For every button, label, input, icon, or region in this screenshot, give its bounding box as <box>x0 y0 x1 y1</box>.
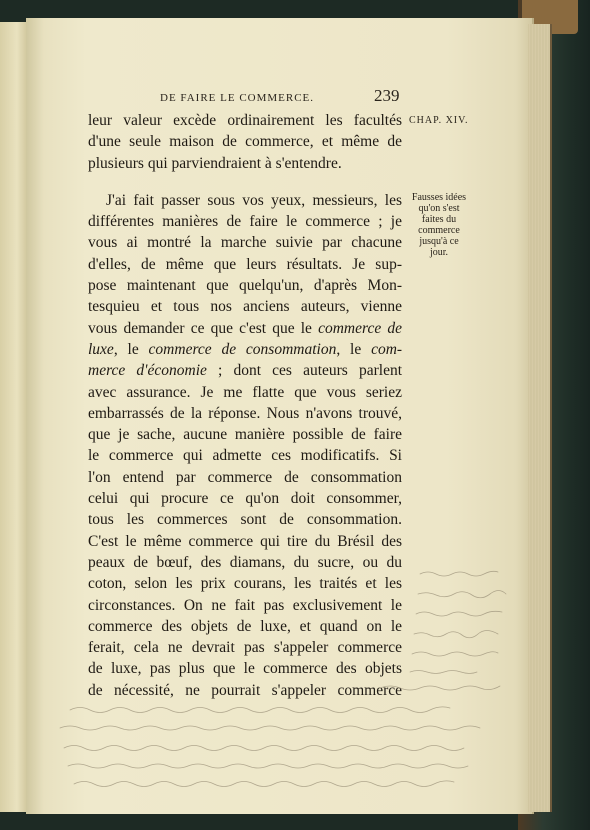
text-line: J'ai fait passer sous vos yeux, messieurs, les <box>106 191 402 209</box>
text-line: d'une seule maison de commerce, et même de <box>88 133 402 151</box>
text-line: que je sache, aucune manière possible de faire <box>88 426 402 444</box>
text-line: pose maintenant que quelqu'un, d'après Mon- <box>88 277 402 295</box>
margin-note-line: faites du <box>421 214 457 225</box>
text-line <box>88 318 402 339</box>
text-run: , le <box>336 340 362 358</box>
margin-note-line: qu'on s'est <box>418 203 460 214</box>
text-line: tous les commerces sont de consommation. <box>88 511 402 529</box>
text-line: embarrassés de la réponse. Nous n'avons trouvé, <box>88 404 402 422</box>
margin-note-line: commerce <box>418 225 460 236</box>
text-line: vous ai montré la marche suivie par chacune <box>88 234 402 252</box>
text-line: d'elles, de même que leurs résultats. Je sup- <box>88 255 402 273</box>
text-line: l'on entend par commerce de consommation <box>88 468 402 486</box>
text-line: ferait, cela ne devrait pas s'appeler commerce <box>88 639 402 657</box>
handwritten-annotations <box>50 560 520 800</box>
text-line: plusieurs qui parviendraient à s'entendre. <box>88 154 342 172</box>
italic-run: merce d'économie <box>88 362 207 380</box>
text-line: tesquieu et tous nos anciens auteurs, vienne <box>88 298 402 316</box>
text-line: de nécessité, ne pourrait s'appeler commerce <box>88 681 402 699</box>
text-line <box>88 339 402 360</box>
text-line: avec assurance. Je me flatte que vous seriez <box>88 383 402 401</box>
chapter-label: CHAP. XIV. <box>409 115 469 126</box>
italic-run: commerce de <box>318 319 403 337</box>
italic-run: commerce de consommation <box>148 340 337 358</box>
text-line: commerce des objets de luxe, et quand on le <box>88 617 402 635</box>
text-line: coton, selon les prix courans, les traités et les <box>88 575 402 593</box>
margin-note-line: jour. <box>429 247 449 258</box>
text-run: vous demander ce que c'est que le <box>88 319 312 337</box>
page-number: 239 <box>374 86 400 105</box>
text-line: différentes manières de faire le commerce ; je <box>88 213 402 231</box>
text-line: leur valeur excède ordinairement les facultés <box>88 112 402 129</box>
italic-run: luxe <box>88 340 114 358</box>
text-line: de luxe, pas plus que le commerce des objets <box>88 660 402 678</box>
text-run: , le <box>113 340 139 358</box>
left-page-edge <box>0 22 28 812</box>
margin-note-line: Fausses idées <box>411 192 467 203</box>
text-run: ; dont ces auteurs parlent <box>206 362 403 380</box>
text-line: celui qui procure ce qu'on doit consommer, <box>88 490 402 508</box>
text-line: circonstances. On ne fait pas exclusivement le <box>88 596 402 614</box>
paragraph-gap <box>88 174 402 190</box>
text-line <box>88 360 402 381</box>
running-head: DE FAIRE LE COMMERCE. <box>160 92 315 104</box>
text-line: C'est le même commerce qui tire du Brésil des <box>88 532 402 550</box>
margin-note <box>406 192 472 258</box>
page-edges <box>528 24 552 812</box>
italic-run: com- <box>371 340 403 358</box>
text-line: le commerce qui admette ces modificatifs. Si <box>88 447 402 465</box>
margin-note-line: jusqu'à ce <box>419 236 459 247</box>
text-line: peaux de bœuf, des diamans, du sucre, ou du <box>88 553 402 571</box>
